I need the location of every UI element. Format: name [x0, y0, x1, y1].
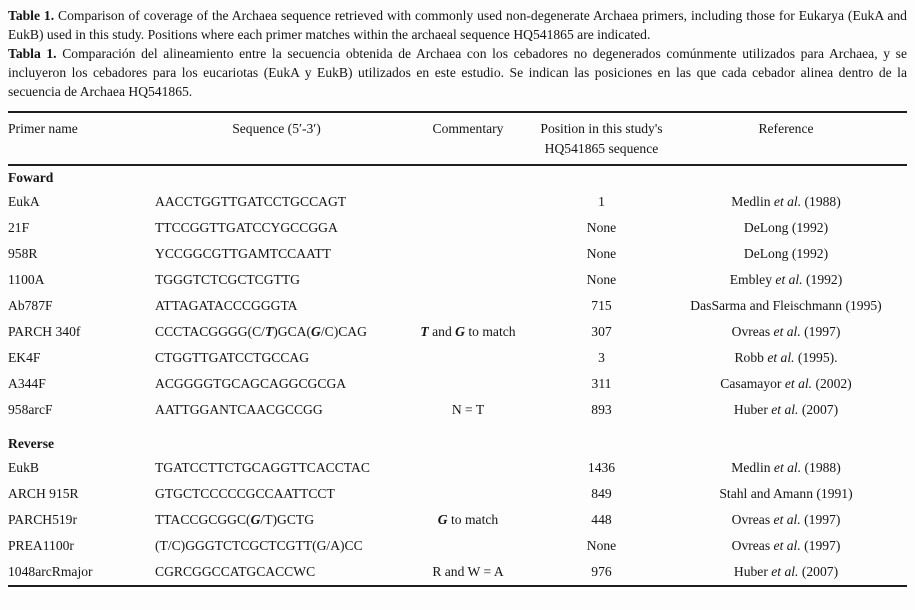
sequence-cell: TTCCGGTTGATCCYGCCGGA: [155, 220, 338, 235]
table-header-row: [8, 113, 907, 164]
position-cell: 1436: [587, 460, 616, 475]
reference-cell: Embley et al. (1992): [729, 272, 843, 287]
table-row: [8, 215, 907, 241]
section-title: Reverse: [8, 436, 55, 451]
reference-cell: Huber et al. (2007): [733, 402, 839, 417]
commentary-cell: G to match: [437, 512, 499, 527]
table-row: [8, 293, 907, 319]
sequence-cell: (T/C)GGGTCTCGCTCGTT(G/A)CC: [155, 538, 363, 553]
caption-english: [8, 6, 907, 44]
primer-name-cell: 958R: [8, 246, 38, 261]
position-cell: 448: [591, 512, 612, 527]
primer-name-cell: EukA: [8, 194, 40, 209]
reference-cell: Casamayor et al. (2002): [720, 376, 852, 391]
column-header-primer-name: Primer name: [8, 121, 78, 136]
column-header-sequence: Sequence (5′-3′): [232, 121, 321, 136]
commentary-cell: [398, 345, 538, 371]
position-cell: 976: [591, 564, 612, 579]
table-row: [8, 371, 907, 397]
reference-cell: Robb et al. (1995).: [734, 350, 838, 365]
caption-english-text: Comparison of coverage of the Archaea sequence retrieved with commonly used non-degenerate Archaea primers, including those for Eukarya (EukA and EukB) used in this study. Positions where each primer matches within the archaeal sequence HQ541865 are indicated.: [8, 8, 907, 42]
primer-name-cell: PREA1100r: [8, 538, 74, 553]
commentary-cell: T and G to match: [420, 324, 516, 339]
commentary-cell: [398, 481, 538, 507]
position-cell: 893: [591, 402, 612, 417]
commentary-cell: [398, 371, 538, 397]
sequence-cell: GTGCTCCCCCGCCAATTCCT: [155, 486, 335, 501]
reference-cell: Ovreas et al. (1997): [731, 512, 841, 527]
primer-name-cell: 1100A: [8, 272, 45, 287]
sequence-cell: TGGGTCTCGCTCGTTG: [155, 272, 300, 287]
primer-name-cell: Ab787F: [8, 298, 53, 313]
position-cell: 3: [598, 350, 605, 365]
table-row: [8, 345, 907, 371]
table-row: [8, 455, 907, 481]
commentary-cell: [398, 241, 538, 267]
reference-cell: Medlin et al. (1988): [731, 194, 841, 209]
table-rule-bottom: [8, 585, 907, 587]
section-row: [8, 166, 907, 189]
table-row: [8, 267, 907, 293]
table-row: [8, 241, 907, 267]
reference-cell: DeLong (1992): [743, 220, 829, 235]
position-cell: None: [586, 246, 617, 261]
primer-name-cell: ARCH 915R: [8, 486, 79, 501]
table-row: [8, 559, 907, 585]
table-row: [8, 481, 907, 507]
table-row: [8, 397, 907, 423]
reference-cell: DasSarma and Fleischmann (1995): [690, 298, 882, 313]
caption-spanish: [8, 44, 907, 101]
position-cell: 311: [591, 376, 612, 391]
primer-name-cell: PARCH519r: [8, 512, 77, 527]
sequence-cell: CTGGTTGATCCTGCCAG: [155, 350, 310, 365]
commentary-cell: [398, 215, 538, 241]
reference-cell: Ovreas et al. (1997): [731, 324, 841, 339]
primer-name-cell: 21F: [8, 220, 30, 235]
reference-cell: Stahl and Amann (1991): [719, 486, 853, 501]
reference-cell: Ovreas et al. (1997): [731, 538, 841, 553]
commentary-cell: [398, 455, 538, 481]
sequence-cell: CGRCGGCCATGCACCWC: [155, 564, 316, 579]
sequence-cell: TTACCGCGGC(G/T)GCTG: [155, 512, 315, 527]
primer-name-cell: EukB: [8, 460, 39, 475]
position-cell: 715: [591, 298, 612, 313]
reference-cell: DeLong (1992): [743, 246, 829, 261]
sequence-cell: ACGGGGTGCAGCAGGCGCGA: [155, 376, 347, 391]
sequence-cell: ATTAGATACCCGGGTA: [155, 298, 298, 313]
caption-spanish-label: Tabla 1.: [8, 46, 57, 61]
sequence-cell: AATTGGANTCAACGCCGG: [155, 402, 323, 417]
primer-name-cell: EK4F: [8, 350, 41, 365]
reference-cell: Huber et al. (2007): [733, 564, 839, 579]
position-cell: None: [586, 538, 617, 553]
column-header-reference: Reference: [758, 121, 814, 136]
commentary-cell: [398, 189, 538, 215]
table-row: [8, 507, 907, 533]
position-cell: None: [586, 220, 617, 235]
position-cell: 307: [591, 324, 612, 339]
commentary-cell: N = T: [451, 402, 485, 417]
sequence-cell: CCCTACGGGG(C/T)GCA(G/C)CAG: [155, 324, 367, 339]
sequence-cell: YCCGGCGTTGAMTCCAATT: [155, 246, 331, 261]
position-cell: 1: [598, 194, 605, 209]
sequence-cell: AACCTGGTTGATCCTGCCAGT: [155, 194, 347, 209]
section-title: Foward: [8, 170, 54, 185]
sequence-cell: TGATCCTTCTGCAGGTTCACCTAC: [155, 460, 370, 475]
commentary-cell: [398, 293, 538, 319]
primer-name-cell: PARCH 340f: [8, 324, 81, 339]
table-captions: [0, 0, 915, 101]
primer-name-cell: A344F: [8, 376, 46, 391]
reference-cell: Medlin et al. (1988): [731, 460, 841, 475]
primer-name-cell: 958arcF: [8, 402, 53, 417]
caption-spanish-text: Comparación del alineamiento entre la secuencia obtenida de Archaea con los cebadores no degenerados comúnmente utilizados para Archaea, y se incluyeron los cebadores para los eucariotas (EukA y EukB) utilizados en este estudio. Se indican las posiciones en las que cada cebador alinea dentro de la secuencia de Archaea HQ541865.: [8, 46, 907, 99]
commentary-cell: [398, 267, 538, 293]
table-row: [8, 189, 907, 215]
table-row: [8, 533, 907, 559]
column-header-position: Position in this study's HQ541865 sequence: [540, 121, 663, 156]
commentary-cell: [398, 533, 538, 559]
caption-english-label: Table 1.: [8, 8, 55, 23]
column-header-commentary: Commentary: [432, 121, 504, 136]
position-cell: 849: [591, 486, 612, 501]
position-cell: None: [586, 272, 617, 287]
commentary-cell: R and W = A: [432, 564, 504, 579]
table-row: [8, 319, 907, 345]
section-row: [8, 432, 907, 455]
table-body: [0, 166, 915, 585]
primer-name-cell: 1048arcRmajor: [8, 564, 93, 579]
